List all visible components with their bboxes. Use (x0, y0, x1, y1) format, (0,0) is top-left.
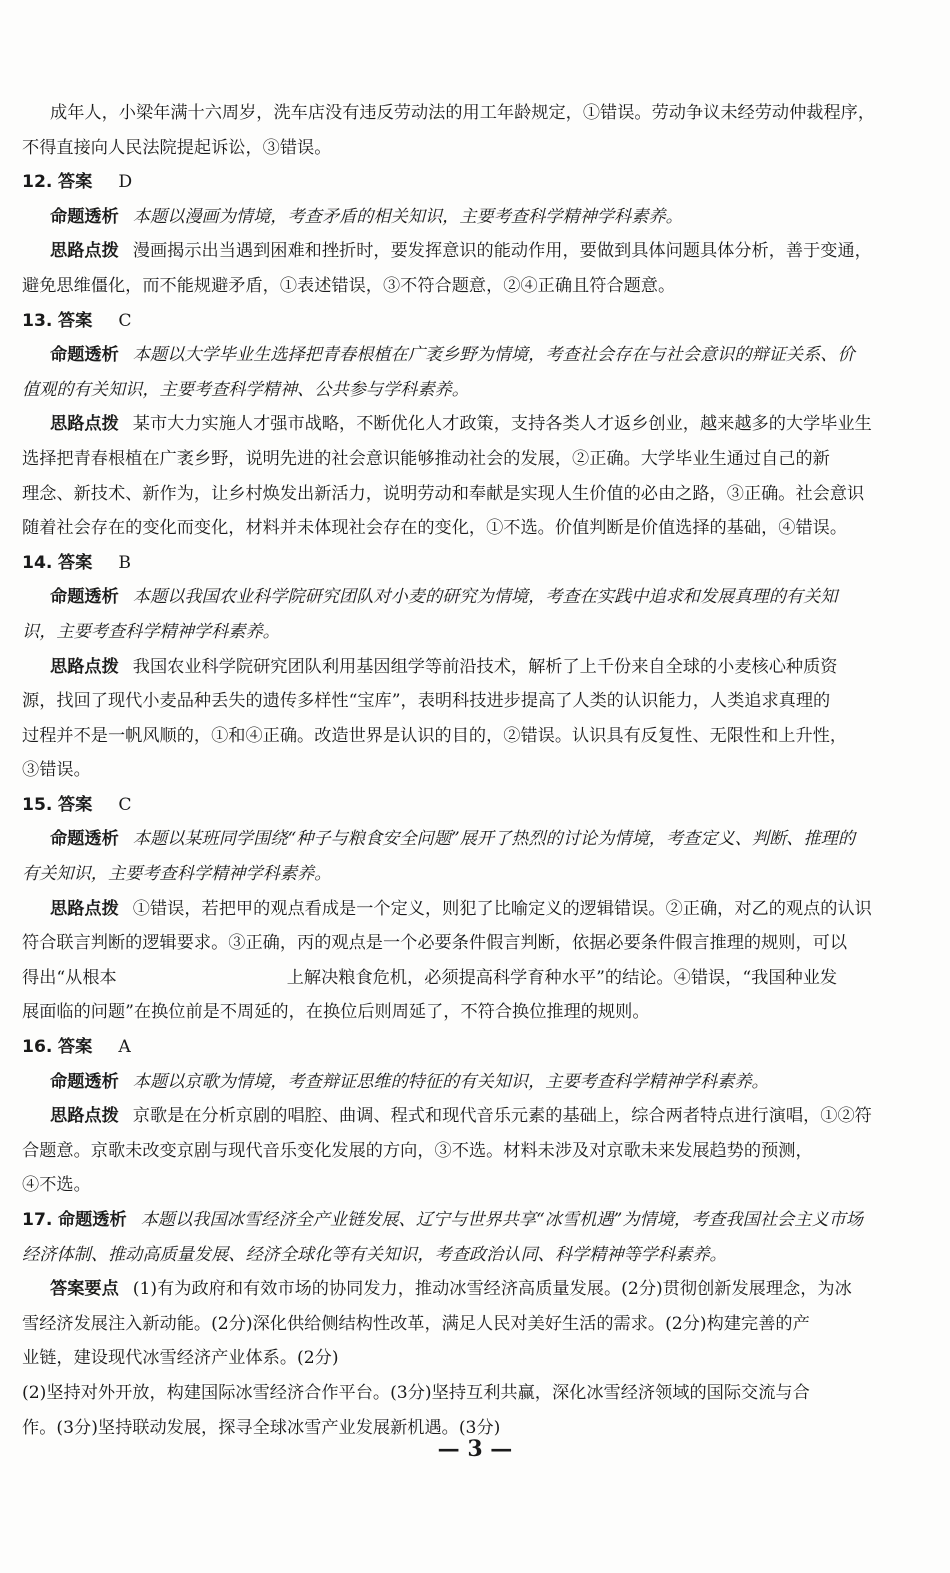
question-13-intent (22, 338, 924, 373)
analysis-label: 思路点拨 (50, 898, 119, 919)
question-14-analysis (22, 650, 924, 685)
analysis-text: 合题意。京歌未改变京剧与现代音乐变化发展的方向，③不选。材料未涉及对京歌未来发展趋势的预测， (22, 1140, 813, 1161)
question-number: 13. (22, 310, 53, 331)
intent-label: 命题透析 (50, 345, 119, 366)
analysis-text: 源，找回了现代小麦品种丢失的遗传多样性“宝库”，表明科技进步提高了人类的认识能力，人类追求真理的 (22, 691, 831, 712)
analysis-text: 得出“从根本 (22, 967, 117, 988)
answer-label: 答案 (57, 172, 93, 193)
question-14-intent (22, 580, 924, 615)
text-line (22, 684, 924, 719)
text: 成年人，小梁年满十六周岁，洗车店没有违反劳动法的用工年龄规定，①错误。劳动争议未经劳动仲裁程序， (50, 103, 876, 123)
keypoints-text: 业链，建设现代冰雪经济产业体系。(2分) (22, 1348, 339, 1369)
analysis-text: ③错误。 (22, 760, 91, 781)
text-line (22, 995, 924, 1030)
text-line (22, 511, 924, 546)
text-line (22, 615, 924, 650)
question-15-analysis (22, 892, 924, 927)
analysis-text: 上解决粮食危机，必须提高科学育种水平”的结论。④错误，“我国种业发 (286, 967, 838, 988)
answer-label: 答案 (57, 552, 93, 573)
analysis-text: ①错误，若把甲的观点看成是一个定义，则犯了比喻定义的逻辑错误。②正确，对乙的观点的认识 (132, 898, 872, 919)
question-16-answer (22, 1030, 924, 1065)
question-15-answer (22, 788, 924, 823)
analysis-label: 思路点拨 (50, 656, 119, 677)
text-line (22, 96, 924, 131)
text-line (22, 1168, 924, 1203)
text-line (22, 1307, 924, 1342)
question-number: 15. (22, 794, 53, 815)
text-line (22, 857, 924, 892)
analysis-text: 某市大力实施人才强市战略，不断优化人才政策，支持各类人才返乡创业，越来越多的大学毕业生 (132, 414, 872, 435)
question-15-intent (22, 822, 924, 857)
analysis-text: 随着社会存在的变化而变化，材料并未体现社会存在的变化，①不选。价值判断是价值选择的基础，④错误。 (22, 518, 848, 539)
question-14-answer (22, 546, 924, 581)
intent-text: 本题以京歌为情境，考查辩证思维的特征的有关知识，主要考查科学精神学科素养。 (132, 1071, 769, 1092)
text-line (22, 1341, 924, 1376)
question-16-intent (22, 1065, 924, 1100)
keypoints-text: 作。(3分)坚持联动发展，探寻全球冰雪产业发展新机遇。(3分) (22, 1417, 501, 1438)
answer-value: C (118, 310, 132, 331)
question-16-analysis (22, 1099, 924, 1134)
text-line (22, 442, 924, 477)
answer-key-content (22, 96, 924, 1445)
page-number: — 3 — (437, 1436, 513, 1462)
analysis-text: 我国农业科学院研究团队利用基因组学等前沿技术，解析了上千份来自全球的小麦核心种质资 (132, 656, 838, 677)
text-line (22, 926, 924, 961)
text: 不得直接向人民法院提起诉讼，③错误。 (22, 137, 332, 158)
intent-text: 本题以大学毕业生选择把青春根植在广袤乡野为情境，考查社会存在与社会意识的辩证关系、价 (132, 345, 855, 366)
intent-label: 命题透析 (50, 829, 119, 850)
question-17-keypoints (22, 1272, 924, 1307)
answer-label: 答案 (57, 310, 93, 331)
question-number: 12. (22, 172, 53, 193)
analysis-text: 漫画揭示出当遇到困难和挫折时，要发挥意识的能动作用，要做到具体问题具体分析，善于变通， (132, 241, 872, 262)
intent-label: 命题透析 (50, 206, 119, 227)
analysis-text: 理念、新技术、新作为，让乡村焕发出新活力，说明劳动和奉献是实现人生价值的必由之路，③正确。社会意识 (22, 483, 865, 504)
keypoints-text: (2)坚持对外开放，构建国际冰雪经济合作平台。(3分)坚持互利共赢，深化冰雪经济领域的国际交流与合 (22, 1382, 810, 1403)
analysis-label: 思路点拨 (50, 414, 119, 435)
analysis-text: 京歌是在分析京剧的唱腔、曲调、程式和现代音乐元素的基础上，综合两者特点进行演唱，①②符 (132, 1106, 872, 1127)
answer-value: D (118, 172, 133, 193)
intent-text: 本题以某班同学围绕“种子与粮食安全问题”展开了热烈的讨论为情境，考查定义、判断、推理的 (132, 829, 856, 850)
analysis-text: 符合联言判断的逻辑要求。③正确，丙的观点是一个必要条件假言判断，依据必要条件假言推理的规则，可以 (22, 933, 848, 954)
text-line (22, 131, 924, 166)
question-13-answer (22, 304, 924, 339)
answer-value: B (118, 552, 131, 573)
question-13-analysis (22, 407, 924, 442)
text-line (22, 373, 924, 408)
intent-label: 命题透析 (50, 587, 119, 608)
question-17-intent (22, 1203, 924, 1238)
intent-text: 本题以我国农业科学院研究团队对小麦的研究为情境，考查在实践中追求和发展真理的有关知 (132, 587, 838, 608)
analysis-label: 思路点拨 (50, 241, 119, 262)
intent-text: 经济体制、推动高质量发展、经济全球化等有关知识，考查政治认同、科学精神等学科素养。 (22, 1244, 727, 1265)
text-line (22, 753, 924, 788)
answer-label: 答案 (57, 794, 93, 815)
text-line (22, 961, 924, 996)
question-12-intent (22, 200, 924, 235)
text-line (22, 1376, 924, 1411)
question-number: 14. (22, 552, 53, 573)
intent-text: 有关知识，主要考查科学精神学科素养。 (22, 864, 332, 885)
question-12-analysis (22, 234, 924, 269)
question-12-answer (22, 165, 924, 200)
question-number: 17. (22, 1210, 53, 1230)
question-number: 16. (22, 1037, 53, 1058)
text-line (22, 1134, 924, 1169)
text-line (22, 719, 924, 754)
intent-text: 本题以漫画为情境，考查矛盾的相关知识，主要考查科学精神学科素养。 (132, 206, 683, 227)
text-line (22, 269, 924, 304)
answer-value: C (118, 794, 132, 815)
intent-text: 本题以我国冰雪经济全产业链发展、辽宁与世界共享“冰雪机遇”为情境，考查我国社会主义市场 (140, 1210, 863, 1230)
analysis-text: 选择把青春根植在广袤乡野，说明先进的社会意识能够推动社会的发展，②正确。大学毕业生通过自己的新 (22, 448, 830, 469)
analysis-text: ④不选。 (22, 1175, 91, 1196)
keypoints-text: 雪经济发展注入新动能。(2分)深化供给侧结构性改革，满足人民对美好生活的需求。(2分)构建完善的产 (22, 1313, 810, 1334)
intent-label: 命题透析 (57, 1210, 127, 1230)
text-line (22, 1238, 924, 1273)
analysis-text: 展面临的问题”在换位前是不周延的，在换位后则周延了，不符合换位推理的规则。 (22, 1002, 650, 1023)
analysis-text: 过程并不是一帆风顺的，①和④正确。改造世界是认识的目的，②错误。认识具有反复性、无限性和上升性， (22, 725, 848, 746)
analysis-text: 避免思维僵化，而不能规避矛盾，①表述错误，③不符合题意，②④正确且符合题意。 (22, 275, 676, 296)
intent-label: 命题透析 (50, 1071, 119, 1092)
answer-value: A (118, 1037, 131, 1058)
keypoints-text: (1)有为政府和有效市场的协同发力，推动冰雪经济高质量发展。(2分)贯彻创新发展理念，为冰 (132, 1279, 852, 1300)
answer-label: 答案 (57, 1037, 93, 1058)
text-line (22, 477, 924, 512)
intent-text: 识，主要考查科学精神学科素养。 (22, 621, 280, 642)
intent-text: 值观的有关知识，主要考查科学精神、公共参与学科素养。 (22, 379, 469, 400)
keypoints-label: 答案要点 (50, 1279, 119, 1300)
analysis-label: 思路点拨 (50, 1106, 119, 1127)
